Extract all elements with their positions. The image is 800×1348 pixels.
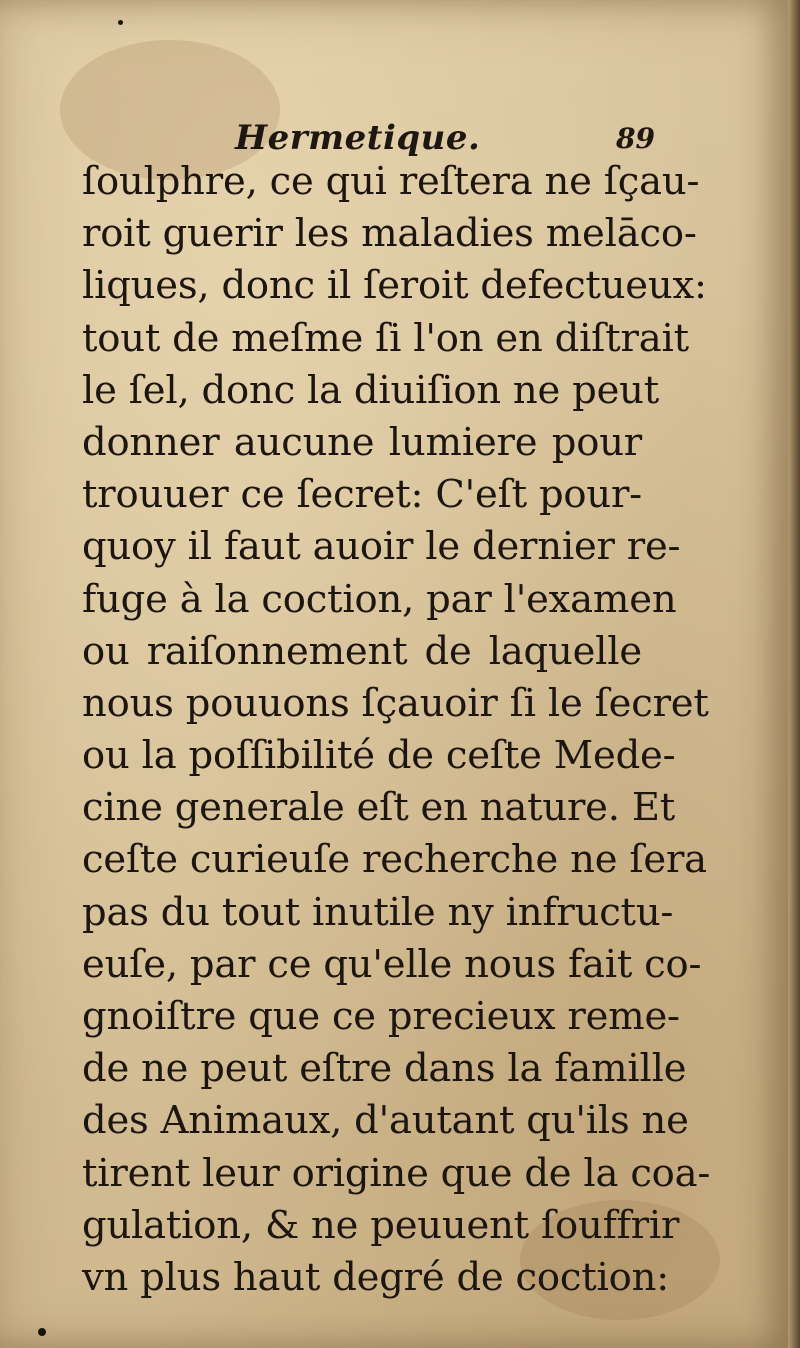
text-line: ou raiſonnement de laquelle bbox=[82, 628, 642, 674]
text-line: trouuer ce ſecret: C'eſt pour- bbox=[82, 472, 642, 518]
text-line: nous pouuons ſçauoir ſi le ſecret bbox=[82, 680, 709, 726]
text-line: ſoulphre, ce qui reſtera ne ſçau- bbox=[82, 159, 700, 204]
text-line: liques, donc il ſeroit defectueux: bbox=[82, 263, 707, 309]
page-number: 89 bbox=[616, 122, 655, 155]
body-text bbox=[82, 156, 711, 1304]
text-line: gnoiſtre que ce precieux reme- bbox=[82, 994, 680, 1039]
text-line: gulation, & ne peuuent ſouffrir bbox=[82, 1202, 680, 1248]
text-line: de ne peut eſtre dans la famille bbox=[82, 1046, 687, 1092]
text-line: ceſte curieuſe recherche ne ſera bbox=[82, 837, 707, 883]
running-title: Hermetique. bbox=[235, 118, 481, 158]
text-line: donner aucune lumiere pour bbox=[82, 419, 642, 465]
text-line: euſe, par ce qu'elle nous fait co- bbox=[82, 941, 702, 987]
text-line: vn plus haut degré de coction: bbox=[82, 1254, 669, 1300]
text-line: tout de meſme ſi l'on en diſtrait bbox=[82, 315, 689, 361]
text-line: fuge à la coction, par l'examen bbox=[82, 576, 677, 622]
text-line: quoy il faut auoir le dernier re- bbox=[82, 524, 681, 570]
ink-spot bbox=[38, 1328, 46, 1336]
text-line: pas du tout inutile ny infructu- bbox=[82, 889, 674, 935]
text-line: le ſel, donc la diuiſion ne peut bbox=[82, 367, 660, 413]
text-line: ou la poſſibilité de ceſte Mede- bbox=[82, 733, 676, 779]
text-line: roit guerir les maladies melāco- bbox=[82, 211, 697, 257]
ink-spot bbox=[118, 20, 123, 25]
page-edge bbox=[788, 0, 800, 1348]
text-line: cine generale eſt en nature. Et bbox=[82, 785, 676, 831]
text-line: des Animaux, d'autant qu'ils ne bbox=[82, 1098, 689, 1144]
text-line: tirent leur origine que de la coa- bbox=[82, 1150, 711, 1196]
